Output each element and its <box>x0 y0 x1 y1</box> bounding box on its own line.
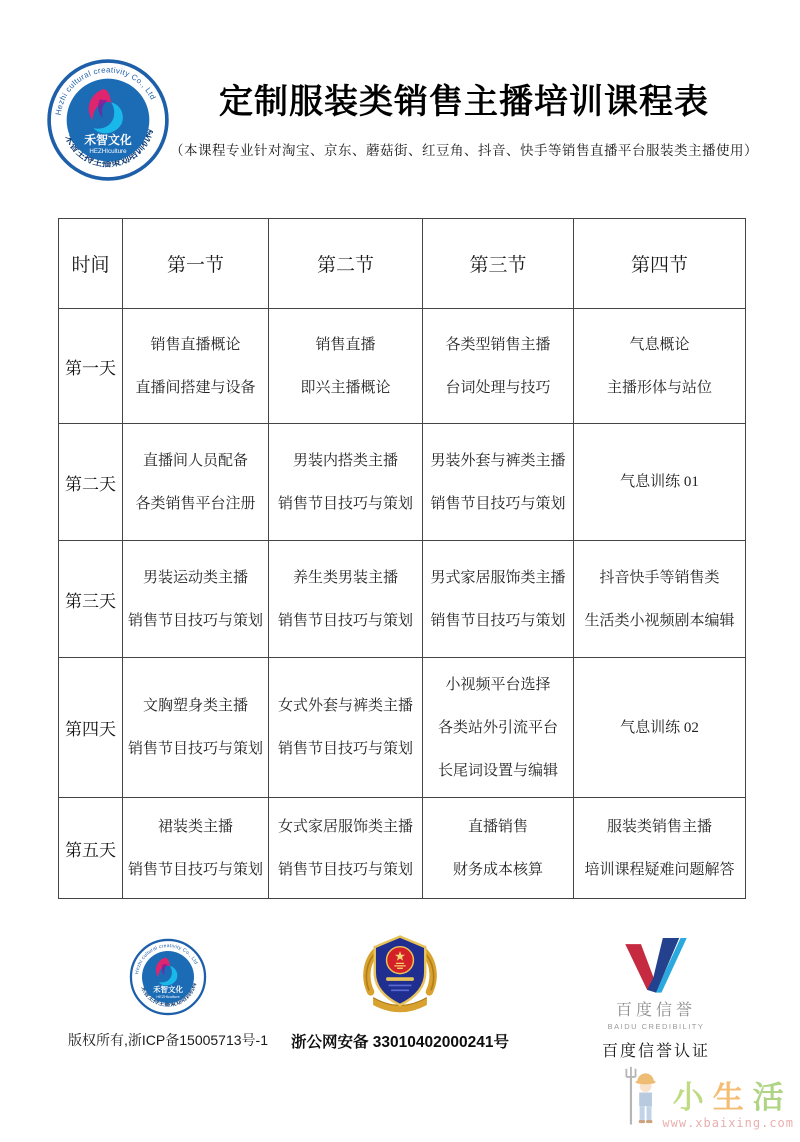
day-label: 第三天 <box>59 541 123 658</box>
hezhi-company-logo <box>46 58 170 182</box>
course-line: 销售节目技巧与策划 <box>277 612 413 629</box>
course-line: 销售节目技巧与策划 <box>430 612 566 629</box>
course-line: 销售节目技巧与策划 <box>277 741 413 757</box>
course-cell <box>423 658 574 798</box>
course-line: 销售节目技巧与策划 <box>127 741 263 757</box>
footer-baidu-block <box>548 938 764 1061</box>
course-line: 气息训练 02 <box>620 719 699 736</box>
hezhi-company-logo-small <box>129 938 207 1016</box>
baidu-credibility-cn: 百度信誉 <box>615 1002 696 1019</box>
course-cell <box>574 658 746 798</box>
baidu-credibility-en: BAIDU CREDIBILITY <box>607 1022 705 1031</box>
table-row <box>59 658 746 798</box>
course-cell <box>574 424 746 541</box>
course-line: 直播间人员配备 <box>142 452 248 469</box>
course-line: 直播间搭建与设备 <box>135 379 256 396</box>
baidu-credibility-icon <box>612 938 700 994</box>
table-row <box>59 541 746 658</box>
site-watermark <box>622 1066 794 1130</box>
course-cell <box>574 309 746 424</box>
day-label: 第一天 <box>59 309 123 424</box>
table-header-row <box>59 219 746 309</box>
course-line: 直播销售 <box>467 818 528 835</box>
course-line: 台词处理与技巧 <box>445 379 551 396</box>
title-block <box>170 58 758 159</box>
course-cell <box>123 424 269 541</box>
police-badge-icon <box>359 930 441 1018</box>
course-line: 服装类销售主播 <box>606 818 712 835</box>
course-cell <box>269 424 423 541</box>
course-cell <box>574 798 746 899</box>
course-line: 培训课程疑难问题解答 <box>584 861 735 878</box>
course-line: 文胸塑身类主播 <box>142 698 248 714</box>
course-line: 各类型销售主播 <box>445 336 551 353</box>
course-cell <box>123 798 269 899</box>
table-row <box>59 424 746 541</box>
footer-copyright-block <box>60 938 276 1050</box>
column-header-time: 时间 <box>59 219 123 309</box>
icp-record-text: 版权所有,浙ICP备15005713号-1 <box>68 1032 268 1048</box>
table-row <box>59 309 746 424</box>
watermark-url: www.xbaixing.com <box>662 1116 794 1130</box>
course-line: 女式家居服饰类主播 <box>277 818 413 835</box>
course-line: 裙装类主播 <box>157 818 233 835</box>
course-line: 气息训练 01 <box>620 474 699 490</box>
course-line: 男装运动类主播 <box>142 569 248 586</box>
column-header-session-4: 第四节 <box>574 219 746 309</box>
footer-police-block <box>292 930 508 1052</box>
baidu-certified-text: 百度信誉认证 <box>601 1043 710 1060</box>
course-cell <box>423 798 574 899</box>
course-line: 生活类小视频剧本编辑 <box>584 612 735 629</box>
course-cell <box>123 309 269 424</box>
page-subtitle: （本课程专业针对淘宝、京东、蘑菇街、红豆角、抖音、快手等销售直播平台服装类主播使用） <box>170 143 758 158</box>
column-header-session-1: 第一节 <box>123 219 269 309</box>
course-line: 销售节目技巧与策划 <box>127 861 263 878</box>
course-line: 销售节目技巧与策划 <box>277 495 413 512</box>
course-line: 男装内搭类主播 <box>292 452 398 469</box>
course-cell <box>269 309 423 424</box>
course-cell <box>423 541 574 658</box>
course-line: 抖音快手等销售类 <box>599 569 720 586</box>
course-line: 女式外套与裤类主播 <box>277 698 413 714</box>
page-title: 定制服装类销售主播培训课程表 <box>219 83 709 121</box>
day-label: 第四天 <box>59 658 123 798</box>
course-line: 销售直播概论 <box>150 336 241 353</box>
watermark-char: 小 <box>672 1080 704 1115</box>
police-record-text: 浙公网安备 33010402000241号 <box>291 1034 509 1051</box>
day-label: 第二天 <box>59 424 123 541</box>
document-header <box>46 58 756 182</box>
course-cell <box>423 309 574 424</box>
course-cell <box>269 658 423 798</box>
course-line: 主播形体与站位 <box>606 379 712 396</box>
course-line: 男式家居服饰类主播 <box>430 569 566 586</box>
course-line: 销售节目技巧与策划 <box>277 861 413 878</box>
course-cell <box>423 424 574 541</box>
course-line: 各类站外引流平台 <box>437 719 558 736</box>
watermark-char: 生 <box>712 1080 744 1115</box>
course-line: 销售直播 <box>315 336 376 353</box>
farmer-mascot-icon <box>622 1066 660 1130</box>
course-line: 长尾词设置与编辑 <box>437 762 558 779</box>
course-cell <box>269 798 423 899</box>
course-line: 即兴主播概论 <box>300 379 391 396</box>
course-line: 气息概论 <box>629 336 690 353</box>
course-cell <box>269 541 423 658</box>
course-line: 财务成本核算 <box>452 861 543 878</box>
course-line: 小视频平台选择 <box>445 676 551 693</box>
course-line: 销售节目技巧与策划 <box>430 495 566 512</box>
watermark-title <box>673 1082 784 1114</box>
schedule-table-body <box>59 309 746 899</box>
column-header-session-3: 第三节 <box>423 219 574 309</box>
watermark-text-block <box>662 1082 794 1130</box>
course-cell <box>574 541 746 658</box>
watermark-char: 活 <box>752 1080 784 1115</box>
course-line: 男装外套与裤类主播 <box>430 452 566 469</box>
course-line: 各类销售平台注册 <box>135 495 256 512</box>
course-line: 养生类男装主播 <box>292 569 398 586</box>
course-line: 销售节目技巧与策划 <box>127 612 263 629</box>
table-row <box>59 798 746 899</box>
course-schedule-table <box>58 218 746 899</box>
course-cell <box>123 658 269 798</box>
course-cell <box>123 541 269 658</box>
day-label: 第五天 <box>59 798 123 899</box>
column-header-session-2: 第二节 <box>269 219 423 309</box>
